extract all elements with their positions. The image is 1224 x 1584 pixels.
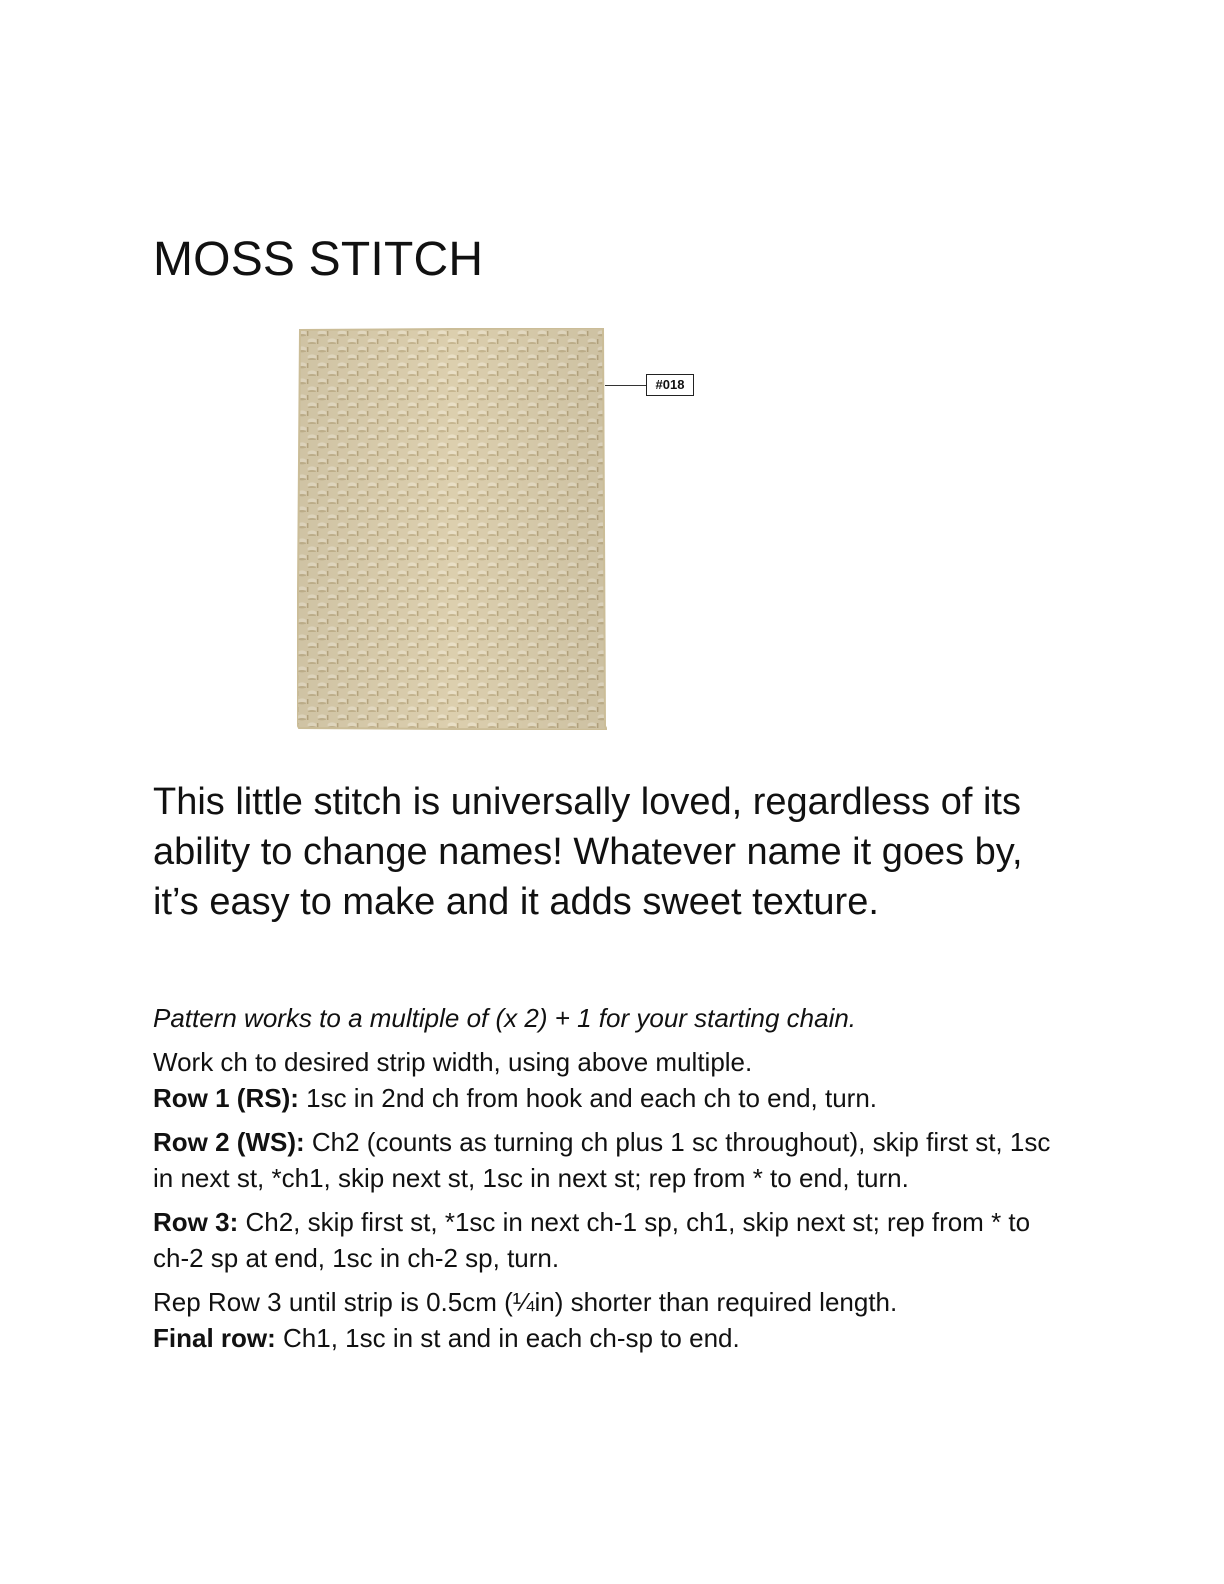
repeat-line: Rep Row 3 until strip is 0.5cm (¼in) shorter than required length. (153, 1287, 898, 1317)
swatch-callout-line (605, 385, 647, 386)
multiple-note: Pattern works to a multiple of (x 2) + 1 for your starting chain. (153, 1003, 857, 1033)
final-row-text: Ch1, 1sc in st and in each ch-sp to end. (275, 1323, 740, 1353)
intro-paragraph: This little stitch is universally loved, regardless of its ability to change names! Whatever name it goes by, it’s easy to make and it adds sweet texture. (153, 781, 1023, 923)
row-3-text: Ch2, skip first st, *1sc in next ch-1 sp, ch1, skip next st; rep from * to ch-2 sp at end, 1sc in ch-2 sp, turn. (153, 1207, 1031, 1273)
row-3 (153, 1204, 1063, 1276)
swatch-photo (297, 328, 607, 730)
pattern-instructions (153, 1000, 1063, 1356)
final-row-label: Final row: (153, 1323, 276, 1353)
swatch-number-tag: #018 (646, 374, 694, 396)
start-line: Work ch to desired strip width, using above multiple. (153, 1047, 753, 1077)
row-2 (153, 1124, 1063, 1196)
moss-stitch-swatch-image (297, 328, 607, 730)
row-2-text: Ch2 (counts as turning ch plus 1 sc throughout), skip first st, 1sc in next st, *ch1, skip next st, 1sc in next st; rep from * to end, turn. (153, 1127, 1051, 1193)
row-1 (153, 1080, 1063, 1116)
row-2-label: Row 2 (WS): (153, 1127, 305, 1157)
final-row (153, 1320, 1063, 1356)
row-3-label: Row 3: (153, 1207, 239, 1237)
row-1-text: 1sc in 2nd ch from hook and each ch to end, turn. (298, 1083, 878, 1113)
row-1-label: Row 1 (RS): (153, 1083, 299, 1113)
page-title: MOSS STITCH (153, 233, 484, 286)
